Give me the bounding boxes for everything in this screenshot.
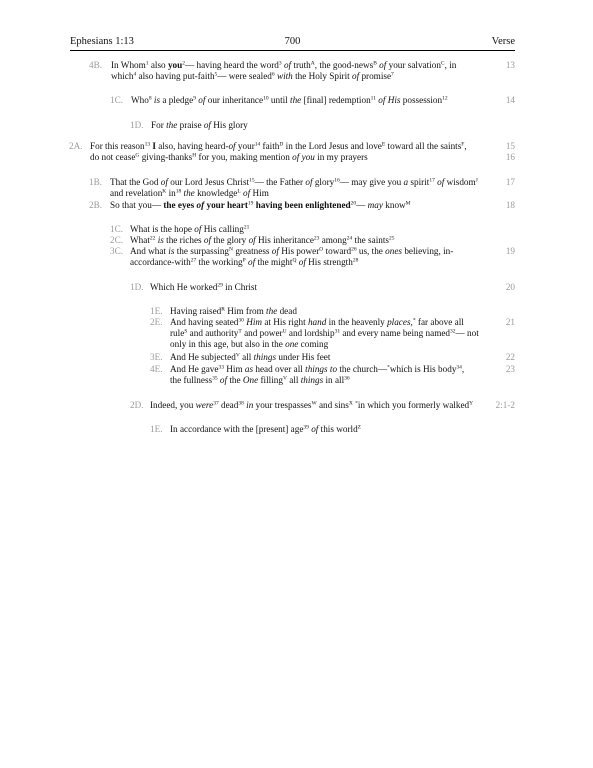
outline-mark: 1D. [130, 282, 144, 292]
verse-number: 19 [505, 246, 515, 256]
outline-mark: 1E. [150, 306, 163, 316]
outline-text: For the praise of His glory [151, 120, 248, 130]
outline-mark: 4B. [89, 60, 103, 70]
outline-text: Indeed, you were$^{37}$ dead$^{38}$ in your trespasses$^W$ and sins$^X$ *in which you formerly walked$^Y$ [150, 400, 474, 410]
verse-number: 16 [505, 152, 515, 162]
verse-number: 14 [505, 95, 515, 105]
outline-text: In accordance with the [present] age$^{39}$ of this world$^Z$ [170, 424, 362, 434]
outline-text: For this reason$^{13}$ I also, having heard-of your$^{14}$ faith$^D$ in the Lord Jesus and love$^E$ toward all the saints$^F$, do not cease$^G$ giving-thanks$^H$ for you, making mention of you in my prayers [90, 141, 467, 162]
outline-text: And He gave$^{33}$ Him as head over all things to the church—*which is His body$^{34}$, the fullness$^{35}$ of the One filling$^V$ all things in all$^{36}$ [170, 364, 465, 385]
outline-mark: 1C. [110, 224, 124, 234]
verse-number: 13 [505, 60, 515, 70]
outline-mark: 2D. [130, 400, 144, 410]
outline-text: What is the hope of His calling$^{21}$ [130, 224, 250, 234]
verse-number: 21 [505, 317, 515, 327]
outline-mark: 1B. [89, 177, 103, 187]
header-page-number: 700 [284, 36, 301, 47]
outline-text: So that you— the eyes of your heart$^{19}$ having been enlightened$^{20}$— may know$^M$ [110, 200, 411, 210]
verse-number: 22 [505, 352, 515, 362]
outline-text: Having raised$^R$ Him from the dead [170, 306, 297, 316]
verse-number: 18 [505, 200, 515, 210]
outline-mark: 4E. [150, 364, 163, 374]
outline-mark: 2A. [69, 141, 83, 151]
outline-mark: 1D. [130, 120, 144, 130]
outline-mark: 3C. [110, 246, 124, 256]
outline-mark: 2E. [150, 317, 163, 327]
verse-number: 2:1-2 [495, 400, 515, 410]
outline-text: Which He worked$^{29}$ in Christ [150, 282, 258, 292]
outline-mark: 1C. [110, 95, 124, 105]
header-verse-label: Verse [491, 36, 515, 47]
outline-text: In Whom$^1$ also you$^2$— having heard the word$^3$ of truth$^A$, the good-news$^B$ of your salvation$^C$, in which$^4$ also having put-faith$^5$— were sealed$^6$ with the Holy Spirit of promise$^7$ [111, 60, 457, 81]
outline-mark: 1E. [150, 424, 163, 434]
outline-mark: 3E. [150, 352, 163, 362]
outline-text: Who$^8$ is a pledge$^9$ of our inheritance$^{10}$ until the [final] redemption$^{11}$ of His possession$^{12}$ [131, 95, 448, 105]
outline-text: And having seated$^{30}$ Him at His right hand in the heavenly places,* far above all rule$^S$ and authority$^T$ and power$^U$ and lordship$^{31}$ and every name being named$^{32}$— not only in this age, but also in the one coming [170, 317, 479, 349]
outline-text: And He subjected$^V$ all things under His feet [170, 352, 331, 362]
page-header [70, 36, 515, 50]
verse-number: 23 [505, 364, 515, 374]
verse-number: 17 [505, 177, 515, 187]
header-reference: Ephesians 1:13 [70, 36, 134, 47]
verse-number: 15 [505, 141, 515, 151]
verse-number: 20 [505, 282, 515, 292]
outline-text: And what is the surpassing$^N$ greatness of His power$^O$ toward$^{26}$ us, the ones believing, in- accordance-with$^{27}$ the working$^P$ of the might$^Q$ of His strength$^{28}$ [130, 246, 454, 267]
outline-text: What$^{22}$ is the riches of the glory of His inheritance$^{23}$ among$^{24}$ the saints$^{25}$ [130, 235, 395, 245]
header-rule [70, 50, 515, 51]
outline-mark: 2B. [89, 200, 103, 210]
outline-mark: 2C. [110, 235, 124, 245]
outline-text: That the God of our Lord Jesus Christ$^{15}$— the Father of glory$^{16}$— may give you a spirit$^{17}$ of wisdom$^J$ and revelation$^K$ $in^{18}$ the knowledge$^L$ of Him [110, 177, 478, 198]
